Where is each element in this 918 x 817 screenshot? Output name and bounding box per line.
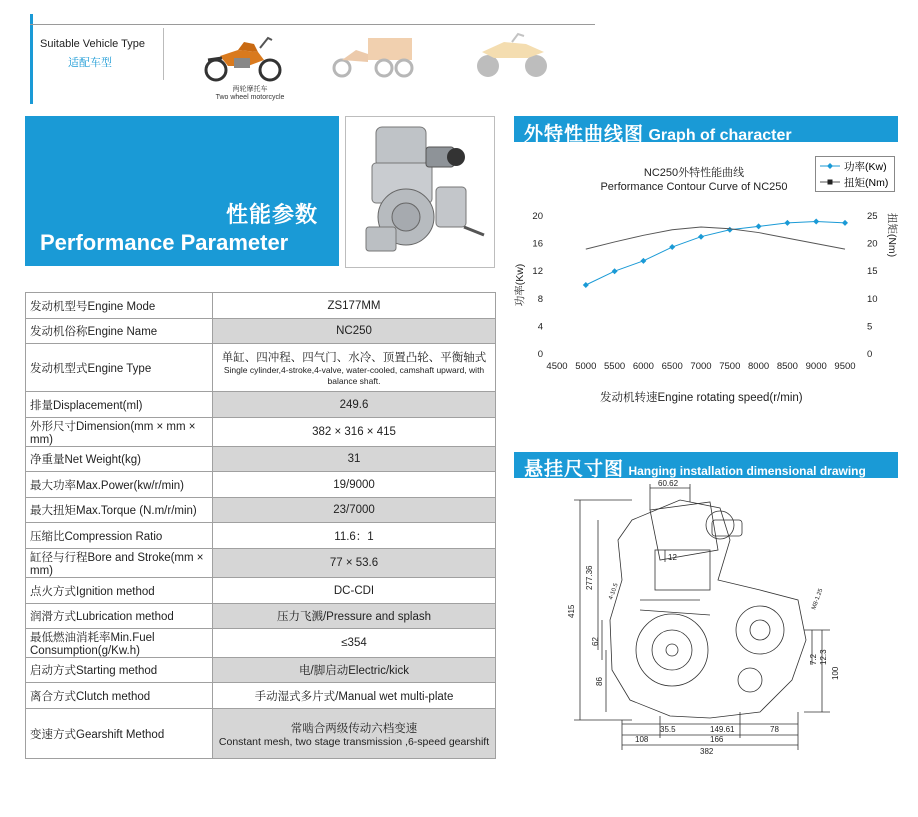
power-point [669,244,675,250]
y-right-tick-label: 0 [867,349,873,360]
motorcycle-image [198,30,288,82]
param-label: 排量Displacement(ml) [26,392,213,418]
power-point [813,219,819,225]
banner-title-cn: 性能参数 [226,202,319,227]
power-point [612,268,618,274]
table-row [26,578,496,604]
vehicle-caption: 两轮摩托车 Two wheel motorcycle [215,86,285,102]
param-label: 点火方式Ignition method [26,578,213,604]
dim-label: 7.2 [809,653,818,665]
chart-title [594,166,794,195]
dim-label: 166 [710,735,724,744]
graph-section-title-cn: 外特性曲线图 [524,124,645,145]
dim-label: 4-10.5 [608,582,620,601]
vehicle-type-title-cn: 适配车型 [68,57,112,69]
table-row [26,319,496,344]
param-value: 11.6：1 [213,523,496,549]
y-right-tick-label: 25 [867,211,878,222]
x-tick-label: 9500 [834,361,856,372]
dim-label: 12.3 [819,649,828,665]
divider-line [163,28,164,80]
power-point [842,220,848,226]
table-row [26,604,496,629]
y-left-tick-label: 0 [537,349,543,360]
divider-line [30,24,595,25]
power-point [698,234,704,240]
x-tick-label: 6000 [632,361,654,372]
y-left-tick-label: 4 [537,321,543,333]
table-row [26,293,496,319]
dim-label: 382 [700,747,714,755]
param-value-en: Single cylinder,4-stroke,4-valve, water-cooled, camshaft upward, with balance shaft. [223,365,485,386]
install-section-header [514,452,898,478]
param-label: 缸径与行程Bore and Stroke(mm × mm) [26,549,213,578]
dim-label: 78 [770,725,779,734]
param-value: 19/9000 [213,472,496,498]
param-value: ZS177MM [213,293,496,319]
y-right-tick-label: 10 [867,293,878,305]
install-section-title-en: Hanging installation dimensional drawing [628,464,866,478]
param-value: 手动湿式多片式/Manual wet multi-plate [213,683,496,709]
param-value-cn: 单缸、四冲程、四气门、水冷、顶置凸轮、平衡轴式 [221,352,487,365]
param-label: 润滑方式Lubrication method [26,604,213,629]
chart-subtitle: Performance Contour Curve of NC250 [600,181,788,194]
chart-x-axis-label: 发动机转速Engine rotating speed(r/min) [600,392,803,404]
y-left-axis-label: 功率(Kw) [514,263,526,307]
param-value: 压力飞溅/Pressure and splash [213,604,496,629]
vehicle-type-title-en: Suitable Vehicle Type [40,38,145,50]
x-tick-label: 9000 [805,361,827,372]
param-value-cn: 常啮合两级传动六档变速 [290,722,418,735]
dim-label: 12 [668,553,677,562]
table-row [26,472,496,498]
param-label: 最大扭矩Max.Torque (N.m/r/min) [26,498,213,523]
x-tick-label: 4500 [546,361,568,372]
y-right-tick-label: 15 [867,266,878,278]
power-point [727,227,733,233]
legend-markers [816,157,894,191]
x-tick-label: 6500 [661,361,683,372]
param-value: ≤354 [213,629,496,658]
tricycle-image [328,28,418,80]
chart-legend [815,156,895,192]
power-point [756,223,762,229]
power-point [640,258,646,264]
dim-label: 35.5 [660,725,676,734]
param-value [213,344,496,392]
legend-torque-label: 扭矩(Nm) [844,177,889,189]
legend-torque-marker [828,180,833,185]
table-row [26,549,496,578]
legend-power-marker [827,163,833,169]
table-row [26,629,496,658]
torque-line [586,227,845,249]
y-left-tick-label: 16 [532,238,543,250]
chart-title-cn: NC250外特性能曲线 [643,167,745,179]
install-section-title-cn: 悬挂尺寸图 [524,459,625,480]
param-label: 外形尺寸Dimension(mm × mm × mm) [26,418,213,447]
param-label: 启动方式Starting method [26,658,213,683]
param-value: 31 [213,447,496,472]
param-label: 发动机型式Engine Type [26,344,213,392]
installation-drawing [560,480,860,755]
power-line [586,222,845,285]
x-tick-label: 8000 [748,361,770,372]
dim-label: 86 [595,677,604,686]
table-row [26,447,496,472]
x-tick-label: 7500 [719,361,741,372]
parameter-table [25,292,496,759]
dim-label: 60.62 [658,480,679,488]
table-row [26,709,496,759]
dim-label: 415 [567,604,576,618]
param-label: 离合方式Clutch method [26,683,213,709]
y-right-axis-label: 扭矩(Nm) [886,212,898,258]
x-tick-label: 8500 [776,361,798,372]
table-row [26,658,496,683]
y-left-tick-label: 12 [532,266,543,278]
param-value: 382 × 316 × 415 [213,418,496,447]
param-label: 净重量Net Weight(kg) [26,447,213,472]
param-value: DC-CDI [213,578,496,604]
atv-image [468,28,558,80]
banner-title-en: Performance Parameter [40,230,289,255]
param-label: 最大功率Max.Power(kw/r/min) [26,472,213,498]
y-right-tick-label: 20 [867,238,878,250]
engine-photo [345,116,495,268]
dim-label: 149.61 [710,725,735,734]
table-row [26,392,496,418]
param-label: 发动机俗称Engine Name [26,319,213,344]
param-label: 变速方式Gearshift Method [26,709,213,759]
param-value: 77 × 53.6 [213,549,496,578]
table-row [26,498,496,523]
power-point [784,220,790,226]
x-tick-label: 5500 [604,361,626,372]
y-left-tick-label: 20 [532,211,543,222]
param-value: 电/脚启动Electric/kick [213,658,496,683]
power-point [583,282,589,288]
graph-section-title-en: Graph of character [648,127,792,144]
param-value-en: Constant mesh, two stage transmission ,6-speed gearshift [218,735,490,748]
x-tick-label: 5000 [575,361,597,372]
param-label: 最低燃油消耗率Min.Fuel Consumption(g/Kw.h) [26,629,213,658]
dim-label: 62 [591,637,600,646]
performance-chart [505,200,905,385]
param-value: 249.6 [213,392,496,418]
param-value: NC250 [213,319,496,344]
dim-label: M8-1.25 [811,587,825,611]
legend-power-label: 功率(Kw) [844,161,887,173]
y-right-tick-label: 5 [867,321,873,333]
accent-bar [30,14,33,104]
dim-label: 277.36 [585,565,594,590]
param-value [213,709,496,759]
y-left-tick-label: 8 [537,293,543,305]
dim-label: 100 [831,666,840,680]
engine-illustration [346,117,494,267]
table-row [26,418,496,447]
param-label: 压缩比Compression Ratio [26,523,213,549]
table-row [26,344,496,392]
x-tick-label: 7000 [690,361,712,372]
table-row [26,523,496,549]
param-label: 发动机型号Engine Mode [26,293,213,319]
dim-label: 108 [635,735,649,744]
graph-section-header [514,116,898,145]
param-value: 23/7000 [213,498,496,523]
table-row [26,683,496,709]
